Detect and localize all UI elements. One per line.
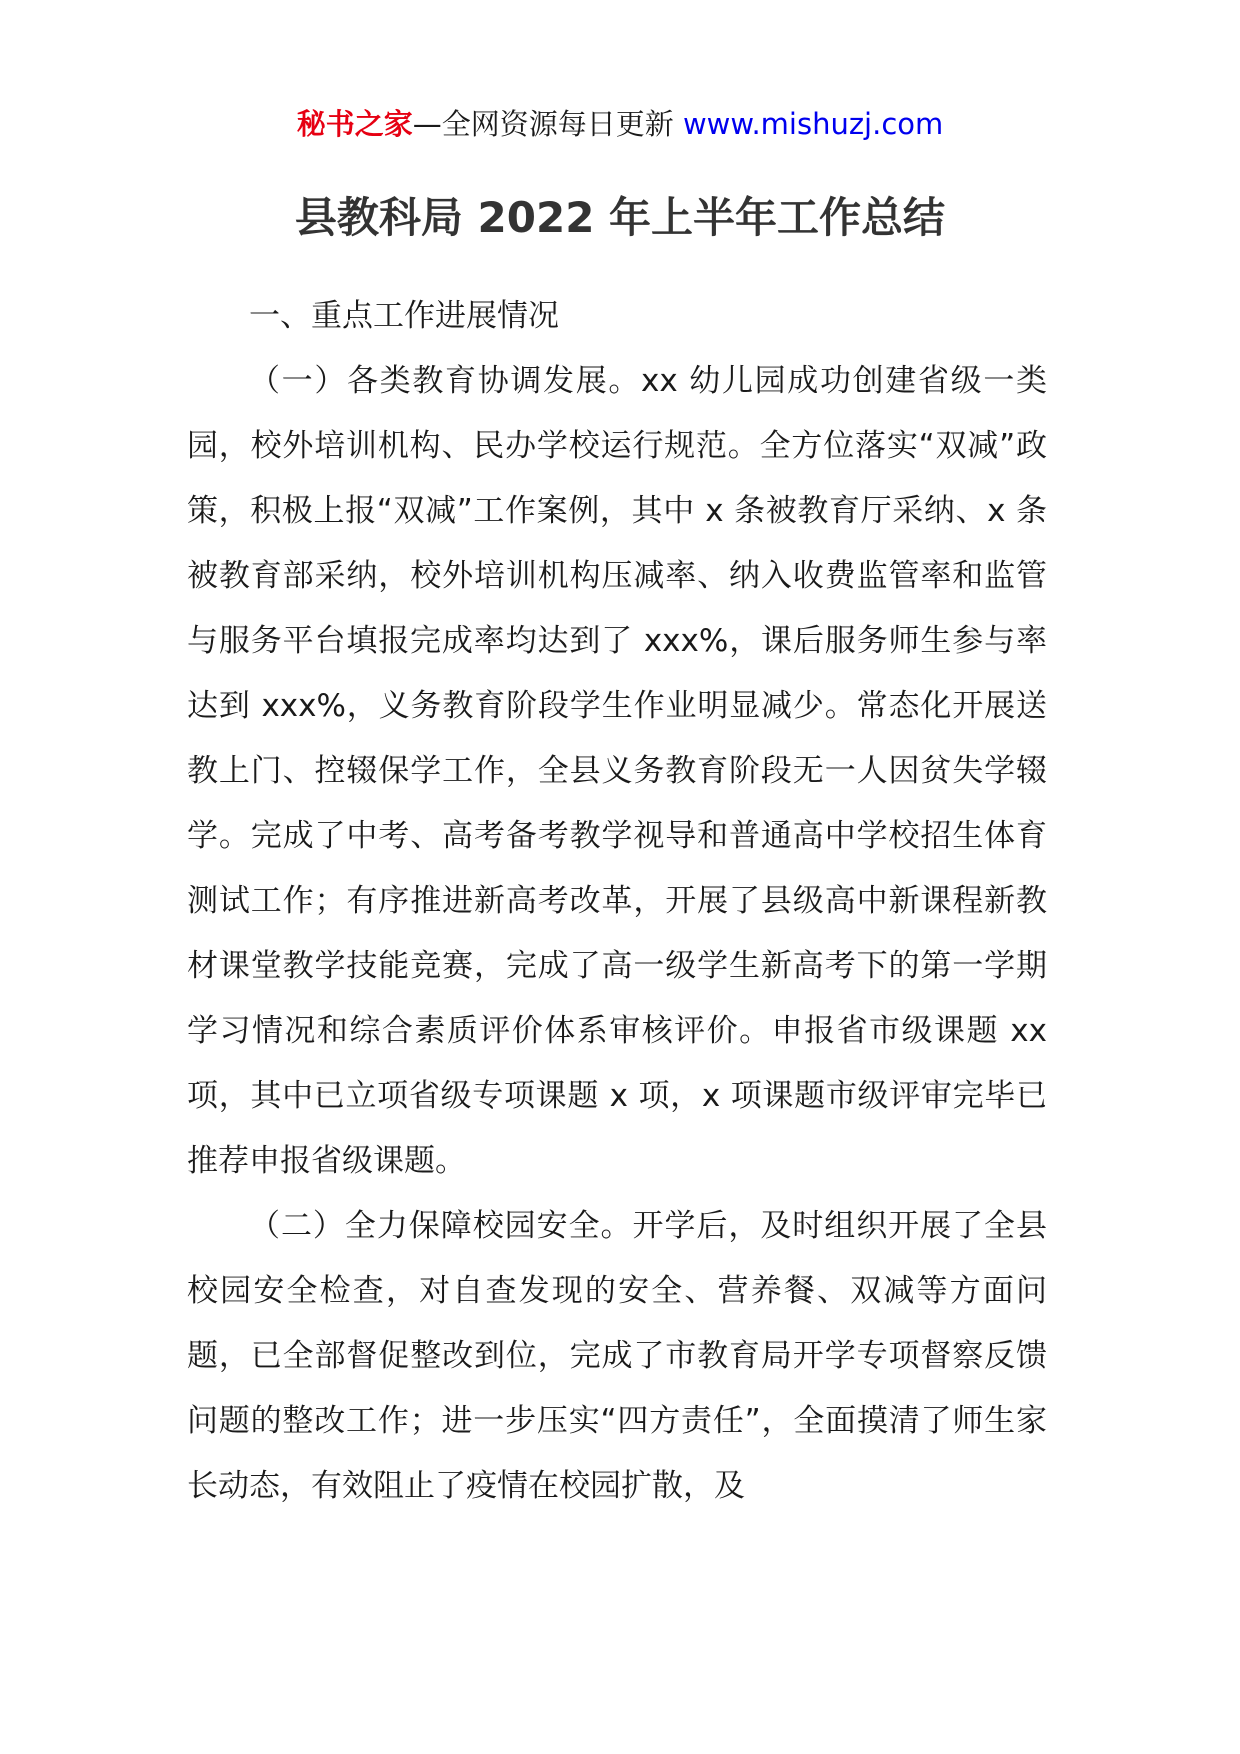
paragraph-education-development: （一）各类教育协调发展。xx 幼儿园成功创建省级一类园，校外培训机构、民办学校运行规范。全方位落实“双减”政策，积极上报“双减”工作案例，其中 x 条被教育厅采纳、x 条被教育部采纳，校外培训机构压减率、纳入收费监管率和监管与服务平台填报完成率均达到了 xxx%，课后服务师生参与率达到 xxx%，义务教育阶段学生作业明显减少。常态化开展送教上门、控辍保学工作，全县义务教育阶段无一人因贫失学辍学。完成了中考、高考备考教学视导和普通高中学校招生体育测试工作；有序推进新高考改革，开展了县级高中新课程新教材课堂教学技能竞赛，完成了高一级学生新高考下的第一学期学习情况和综合素质评价体系审核评价。申报省市级课题 xx 项，其中已立项省级专项课题 x 项，x 项课题市级评审完毕已推荐申报省级课题。 <box>187 363 1047 1179</box>
document-body <box>187 284 1047 1519</box>
section-heading: 一、重点工作进展情况 <box>249 298 559 334</box>
site-tagline: —全网资源每日更新 <box>412 107 683 141</box>
site-brand: 秘书之家 <box>296 107 413 141</box>
site-url-link[interactable]: www.mishuzj.com <box>682 107 944 141</box>
paragraph-campus-safety: （二）全力保障校园安全。开学后，及时组织开展了全县校园安全检查，对自查发现的安全、营养餐、双减等方面问题，已全部督促整改到位，完成了市教育局开学专项督察反馈问题的整改工作；进一步压实“四方责任”，全面摸清了师生家长动态，有效阻止了疫情在校园扩散，及 <box>187 1208 1047 1504</box>
site-header <box>0 100 1240 148</box>
document-title: 县教科局 2022 年上半年工作总结 <box>294 193 946 242</box>
